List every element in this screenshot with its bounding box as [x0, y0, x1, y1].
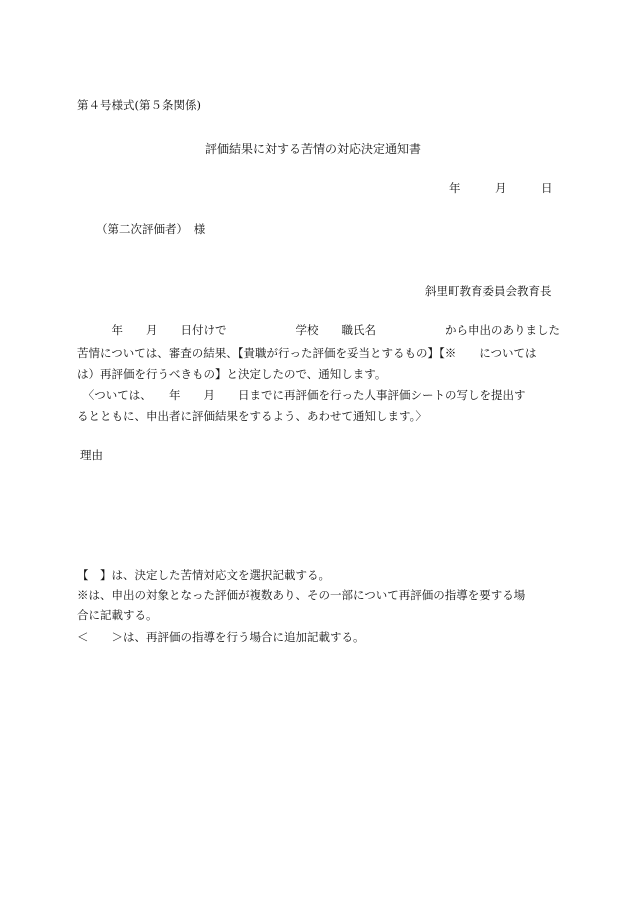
document-title: 評価結果に対する苦情の対応決定通知書 — [205, 142, 422, 156]
addressee: （第二次評価者） 様 — [96, 222, 206, 236]
note-line: 【 】は、決定した苦情対応文を選択記載する。 — [77, 568, 330, 582]
date-line: 年 月 日 — [449, 181, 553, 195]
note-line: ＜ ＞は、再評価の指導を行う場合に追加記載する。 — [77, 630, 365, 644]
body-line: るとともに、申出者に評価結果をするよう、あわせて通知します。〉 — [77, 409, 427, 423]
note-line: ※は、申出の対象となった評価が複数あり、その一部について再評価の指導を要する場 — [77, 588, 526, 602]
body-line: 年 月 日付けで 学校 職氏名 から申出のありました — [77, 323, 560, 337]
sender: 斜里町教育委員会教育長 — [425, 284, 552, 298]
note-line: 合に記載する。 — [77, 608, 158, 622]
body-line: 苦情については、審査の結果、【貴職が行った評価を妥当とするもの】【※ については — [77, 346, 537, 360]
form-number: 第４号様式(第５条関係) — [77, 98, 201, 112]
body-line: 〈ついては、 年 月 日までに再評価を行った人事評価シートの写しを提出す — [77, 388, 526, 402]
reason-label: 理由 — [80, 448, 103, 462]
body-line: は）再評価を行うべきもの】と決定したので、通知します。 — [77, 367, 387, 381]
